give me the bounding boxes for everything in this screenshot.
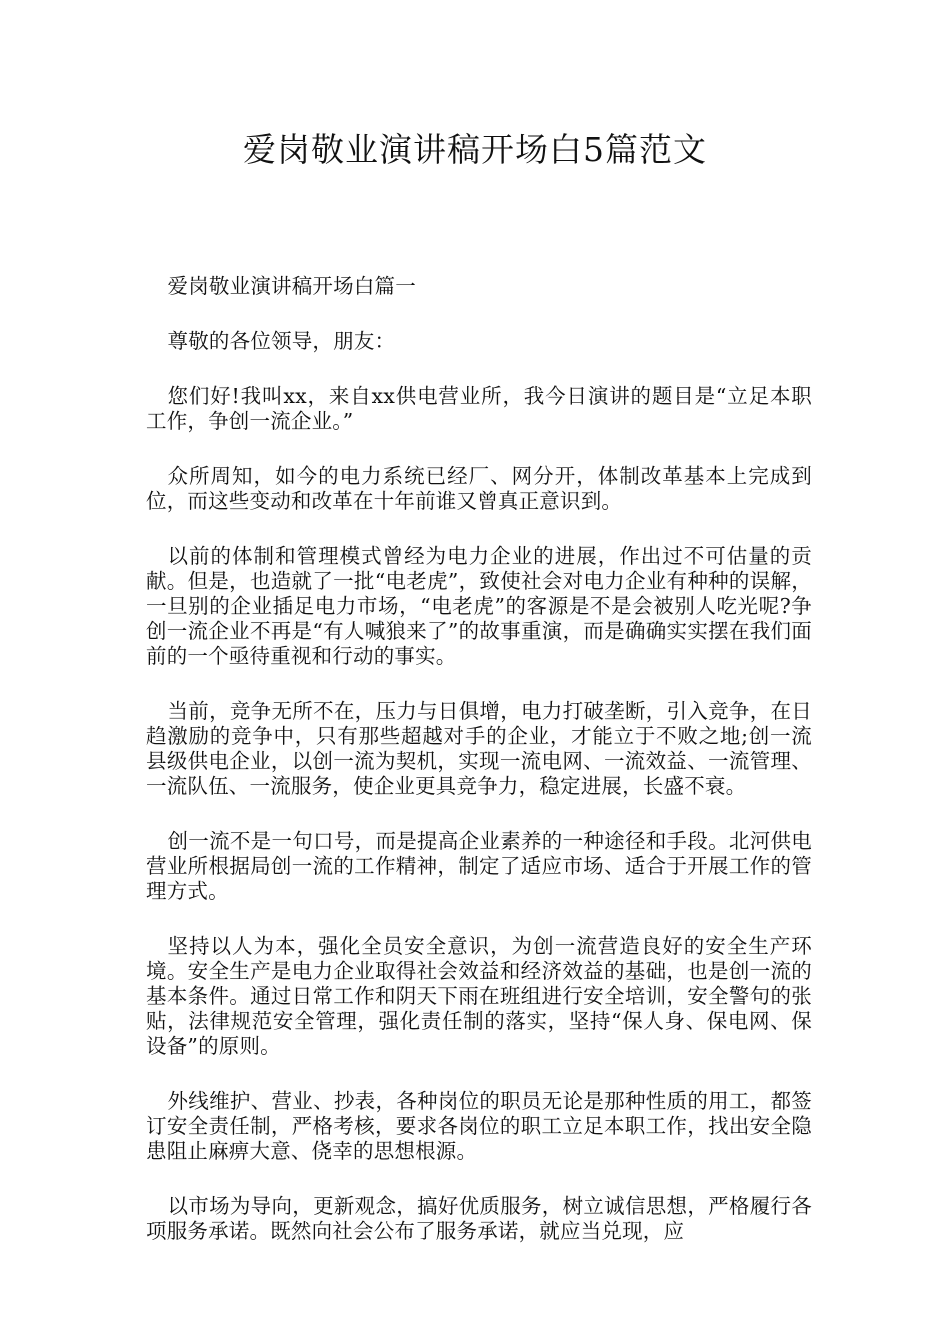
paragraph: 众所周知，如今的电力系统已经厂、网分开，体制改革基本上完成到位，而这些变动和改革在十年前谁又曾真正意识到。 [146,464,812,513]
paragraph-section-heading: 爱岗敬业演讲稿开场白篇一 [167,274,416,298]
paragraph: 外线维护、营业、抄表，各种岗位的职员无论是那种性质的用工，都签订安全责任制，严格考核，要求各岗位的职工立足本职工作，找出安全隐患阻止麻痹大意、侥幸的思想根源。 [146,1089,812,1163]
paragraph: 坚持以人为本，强化全员安全意识，为创一流营造良好的安全生产环境。安全生产是电力企业取得社会效益和经济效益的基础，也是创一流的基本条件。通过日常工作和阴天下雨在班组进行安全培训，安全警句的张贴，法律规范安全管理，强化责任制的落实，坚持“保人身、保电网、保设备”的原则。 [146,934,812,1058]
paragraph: 以前的体制和管理模式曾经为电力企业的进展，作出过不可估量的贡献。但是，也造就了一批“电老虎”，致使社会对电力企业有种种的误解，一旦别的企业插足电力市场，“电老虎”的客源是不是会被别人吃光呢?争创一流企业不再是“有人喊狼来了”的故事重演，而是确确实实摆在我们面前的一个亟待重视和行动的事实。 [146,544,812,668]
paragraph-greeting: 您们好!我叫xx，来自xx供电营业所，我今日演讲的题目是“立足本职工作，争创一流企业。” [146,384,812,433]
paragraph: 创一流不是一句口号，而是提高企业素养的一种途径和手段。北河供电营业所根据局创一流的工作精神，制定了适应市场、适合于开展工作的管理方式。 [146,829,812,903]
document-title: 爱岗敬业演讲稿开场白5篇范文 [243,130,707,169]
document-body [146,274,812,1274]
paragraph: 当前，竞争无所不在，压力与日俱增，电力打破垄断，引入竞争，在日趋激励的竞争中，只有那些超越对手的企业，才能立于不败之地;创一流县级供电企业，以创一流为契机，实现一流电网、一流效益、一流管理、一流队伍、一流服务，使企业更具竞争力，稳定进展，长盛不衰。 [146,699,812,798]
paragraph-salutation: 尊敬的各位领导，朋友： [167,329,396,353]
paragraph: 以市场为导向，更新观念，搞好优质服务，树立诚信思想，严格履行各项服务承诺。既然向社会公布了服务承诺，就应当兑现，应 [146,1194,812,1243]
